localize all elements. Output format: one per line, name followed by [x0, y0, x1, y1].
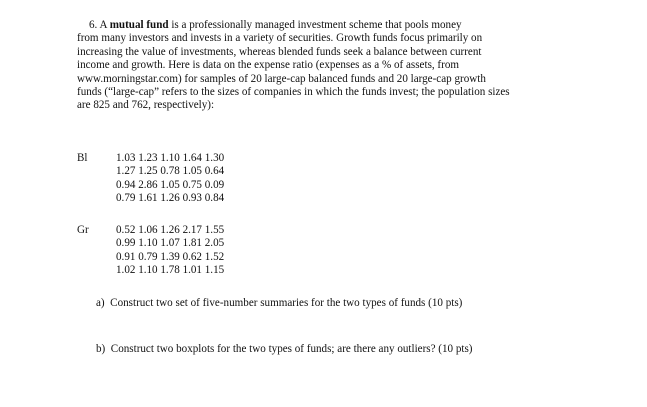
- problem-line-1-end: is a professionally managed investment scheme that pools money: [168, 19, 462, 31]
- blended-row-1: 1.03 1.23 1.10 1.64 1.30: [116, 152, 225, 164]
- question-a: [96, 297, 462, 310]
- blended-data: [116, 152, 224, 205]
- problem-line-2: from many investors and invests in a variety of securities. Growth funds focus primarily on: [77, 32, 483, 45]
- growth-row-2: 0.99 1.10 1.07 1.81 2.05: [116, 237, 225, 250]
- problem-line-5: www.morningstar.com) for samples of 20 large-cap balanced funds and 20 large-cap growth: [77, 72, 486, 85]
- problem-line-3: increasing the value of investments, whereas blended funds seek a balance between current: [77, 45, 482, 58]
- mutual-fund-term: mutual fund: [109, 19, 169, 31]
- problem-statement: [77, 19, 597, 113]
- growth-row-4: 1.02 1.10 1.78 1.01 1.15: [116, 263, 225, 276]
- blended-row-3: 0.94 2.86 1.05 0.75 0.09: [116, 178, 225, 191]
- blended-label: Bl: [77, 152, 88, 164]
- growth-row-1: 0.52 1.06 1.26 2.17 1.55: [116, 224, 225, 236]
- blended-row-2: 1.27 1.25 0.78 1.05 0.64: [116, 165, 225, 178]
- problem-line-7: are 825 and 762, respectively):: [77, 99, 215, 112]
- problem-line-1-start: A: [99, 19, 110, 31]
- question-b-text: Construct two boxplots for the two types of funds; are there any outliers? (10 pts): [110, 343, 473, 355]
- question-a-text: Construct two set of five-number summaries for the two types of funds (10 pts): [110, 297, 463, 309]
- growth-label: Gr: [77, 224, 89, 236]
- growth-row-3: 0.91 0.79 1.39 0.62 1.52: [116, 250, 225, 263]
- question-b: [96, 343, 473, 356]
- question-b-label: b): [96, 343, 106, 355]
- question-a-label: a): [96, 297, 105, 309]
- problem-line-1: [77, 19, 597, 32]
- growth-data: [116, 224, 224, 277]
- problem-line-6: funds (“large-cap” refers to the sizes of companies in which the funds invest; the population sizes: [77, 86, 510, 99]
- blended-row-4: 0.79 1.61 1.26 0.93 0.84: [116, 191, 225, 204]
- problem-number: 6.: [89, 19, 98, 31]
- problem-line-4: income and growth. Here is data on the expense ratio (expenses as a % of assets, from: [77, 59, 459, 72]
